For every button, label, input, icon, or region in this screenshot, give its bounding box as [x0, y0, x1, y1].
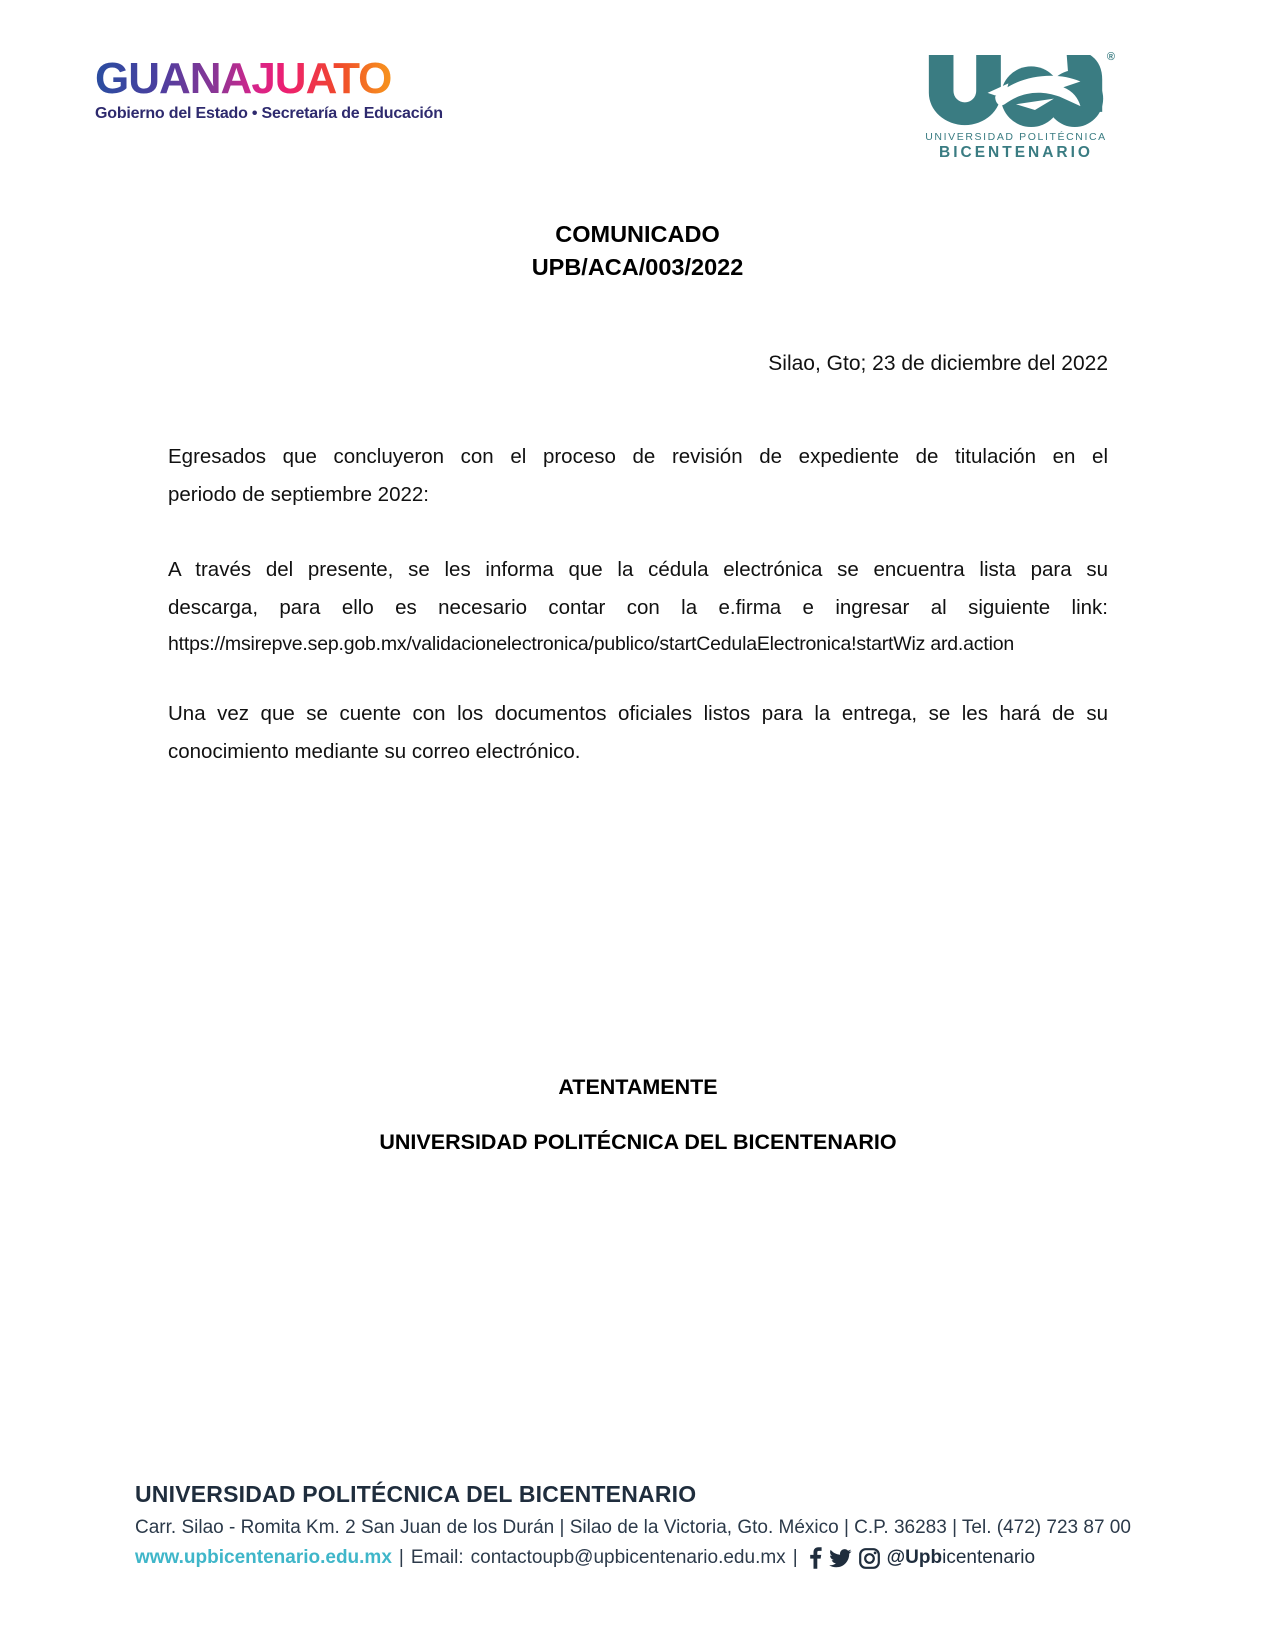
facebook-icon[interactable]: [809, 1547, 822, 1569]
guanajuato-logo: [95, 54, 443, 123]
upb-logo-text-line2: BICENTENARIO: [939, 144, 1093, 161]
title-reference-number: UPB/ACA/003/2022: [531, 254, 744, 280]
footer-separator-2: |: [792, 1547, 798, 1568]
footer-separator-1: |: [398, 1547, 404, 1568]
title-comunicado: COMUNICADO: [555, 221, 720, 247]
registered-trademark-icon: ®: [1106, 51, 1115, 63]
footer-social-icons: [809, 1547, 880, 1569]
footer-email-label: Email:: [410, 1547, 464, 1568]
paragraph-2-line-1: A través del presente, se les informa que la cédula electrónica se encuentra lista para su: [168, 558, 1108, 581]
footer-social-handle-rest: icentenario: [942, 1547, 1036, 1568]
footer-website-link[interactable]: www.upbicentenario.edu.mx: [135, 1547, 392, 1568]
footer-social-handle-bold: @Upb: [886, 1547, 943, 1568]
upb-logo: [918, 51, 1115, 162]
footer-address: Carr. Silao - Romita Km. 2 San Juan de los Durán | Silao de la Victoria, Gto. México | C.P. 36283 | Tel. (472) 723 87 00: [135, 1517, 1131, 1538]
paragraph-2-line-2: descarga, para ello es necesario contar con la e.firma e ingresar al siguiente link:: [168, 595, 1108, 619]
paragraph-1: [168, 438, 1108, 513]
page-footer: [135, 1481, 1195, 1569]
paragraph-3: [168, 695, 1108, 770]
signature-organization: UNIVERSIDAD POLITÉCNICA DEL BICENTENARIO: [379, 1130, 897, 1154]
paragraph-3-line-2: conocimiento mediante su correo electrónico.: [168, 739, 581, 763]
footer-email-address[interactable]: contactoupb@upbicentenario.edu.mx: [470, 1547, 786, 1568]
guanajuato-tagline: Gobierno del Estado • Secretaría de Educación: [95, 105, 443, 122]
guanajuato-wordmark: GUANAJUATO: [95, 57, 415, 101]
cedula-electronica-link[interactable]: https://msirepve.sep.gob.mx/validacionelectronica/publico/startCedulaElectronica!startWiz ard.action: [168, 633, 1014, 655]
paragraph-1-line-2: periodo de septiembre 2022:: [168, 482, 429, 506]
paragraph-3-line-1: Una vez que se cuente con los documentos oficiales listos para la entrega, se les hará de su: [168, 702, 1108, 725]
date-line: Silao, Gto; 23 de diciembre del 2022: [768, 352, 1108, 375]
footer-contact-row: [135, 1547, 1195, 1569]
paragraph-1-line-1: Egresados que concluyeron con el proceso de revisión de expediente de titulación en el: [168, 445, 1108, 468]
footer-organization: UNIVERSIDAD POLITÉCNICA DEL BICENTENARIO: [135, 1481, 697, 1507]
instagram-icon[interactable]: [859, 1548, 880, 1569]
paragraph-2: [168, 551, 1108, 664]
twitter-icon[interactable]: [829, 1549, 852, 1568]
signature-salutation: ATENTAMENTE: [558, 1075, 718, 1099]
upb-logo-text-line1: UNIVERSIDAD POLITÉCNICA: [925, 131, 1107, 143]
upb-eagle-logo-icon: [921, 51, 1115, 127]
footer-social-handle: [887, 1547, 1035, 1569]
document-title: [0, 218, 1275, 284]
